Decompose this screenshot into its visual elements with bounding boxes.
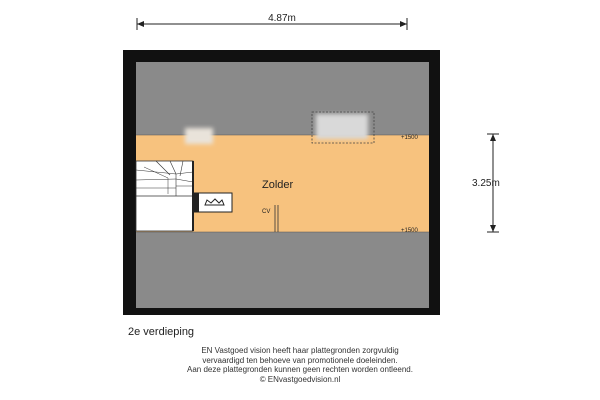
skylight-right — [316, 114, 368, 139]
boiler — [194, 193, 232, 212]
disclaimer-line-3: Aan deze plattegronden kunnen geen rechten worden ontleend. — [187, 365, 413, 374]
disclaimer-line-2: vervaardigd ten behoeve van promotionele doeleinden. — [202, 355, 398, 365]
cv-label: CV — [262, 209, 271, 215]
disclaimer-line-1: EN Vastgoed vision heeft haar plattegronden zorgvuldig — [201, 346, 399, 355]
disclaimer-line-4: © ENvastgoedvision.nl — [259, 374, 341, 384]
width-dimension — [137, 13, 407, 30]
stairwell — [136, 161, 193, 231]
height-label-bottom: +1500 — [401, 228, 418, 234]
depth-label: 3.25m — [472, 178, 500, 189]
height-label-top: +1500 — [401, 135, 418, 141]
room-label-zolder: Zolder — [262, 179, 294, 191]
skylight-left — [185, 128, 213, 144]
width-label: 4.87m — [268, 13, 296, 24]
depth-dimension — [472, 134, 500, 232]
floor-label: 2e verdieping — [128, 326, 195, 338]
